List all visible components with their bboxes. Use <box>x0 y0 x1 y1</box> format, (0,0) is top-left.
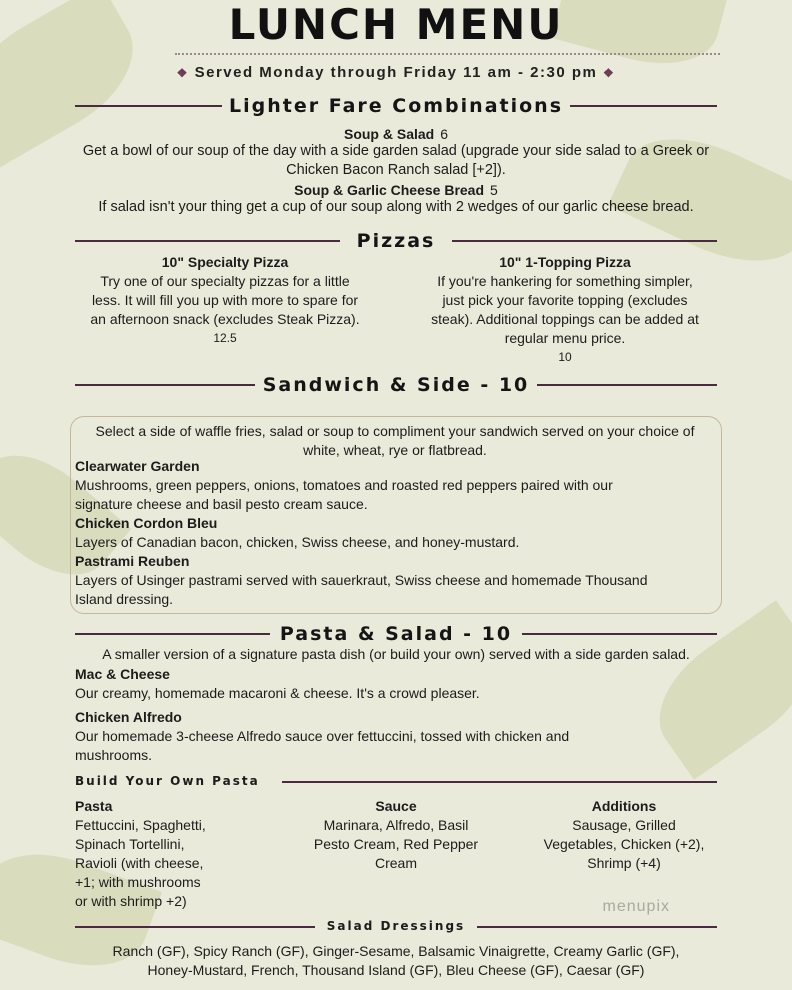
item-name: 10" Specialty Pizza <box>161 254 289 270</box>
item-title <box>0 182 792 198</box>
item-description: less. It will fill you up with more to spare for <box>91 292 359 308</box>
dressing-line: Honey-Mustard, French, Thousand Island (GF), Bleu Cheese (GF), Caesar (GF) <box>147 962 645 978</box>
option-line: Sausage, Grilled <box>572 817 676 833</box>
page-title: LUNCH MENU <box>228 0 564 49</box>
sandwich-list <box>75 457 715 609</box>
build-your-own-heading: Build Your Own Pasta <box>75 774 260 788</box>
option-line: Vegetables, Chicken (+2), <box>543 836 705 852</box>
dressings-list <box>0 942 792 980</box>
item-title <box>0 126 792 142</box>
item-name: Mac & Cheese <box>75 666 170 682</box>
pasta-intro: A smaller version of a signature pasta dish (or build your own) served with a side garden salad. <box>102 646 690 662</box>
diamond-icon: ❖ <box>176 66 189 80</box>
build-sauce-column <box>296 797 496 873</box>
menu-item <box>0 126 792 180</box>
item-description: Try one of our specialty pizzas for a little <box>100 273 350 289</box>
option-line: Shrimp (+4) <box>587 855 661 871</box>
build-additions-column <box>524 797 724 873</box>
item-name: Soup & Salad <box>343 126 435 142</box>
item-description: regular menu price. <box>504 330 626 346</box>
option-line: Fettuccini, Spaghetti, <box>75 817 206 833</box>
item-name: Soup & Garlic Cheese Bread <box>294 182 485 198</box>
section-heading-lighter-fare: Lighter Fare Combinations <box>229 95 563 117</box>
item-price: 12.5 <box>213 331 237 345</box>
option-line: Spinach Tortellini, <box>75 836 185 852</box>
build-pasta-column <box>75 797 275 911</box>
item-description: Chicken Bacon Ranch salad [+2]). <box>286 162 506 178</box>
salad-dressings-heading: Salad Dressings <box>326 919 466 933</box>
dressing-line: Ranch (GF), Spicy Ranch (GF), Ginger-Sesame, Balsamic Vinaigrette, Creamy Garlic (GF), <box>112 943 680 959</box>
column-label: Pasta <box>75 798 113 814</box>
item-description: an afternoon snack (excludes Steak Pizza). <box>90 311 360 327</box>
section-rule <box>282 781 717 783</box>
option-line: or with shrimp +2) <box>75 893 187 909</box>
item-description: Layers of Usinger pastrami served with sauerkraut, Swiss cheese and homemade Thousand <box>75 572 648 588</box>
pasta-item <box>75 708 715 765</box>
item-price: 6 <box>440 126 449 142</box>
item-description: If you're hankering for something simpler, <box>437 273 693 289</box>
column-label: Sauce <box>375 798 417 814</box>
section-heading-pasta: Pasta & Salad - 10 <box>279 623 513 645</box>
item-price: 5 <box>490 182 498 198</box>
column-label: Additions <box>591 798 657 814</box>
watermark: menupix <box>602 898 670 915</box>
option-line: Marinara, Alfredo, Basil <box>323 817 469 833</box>
diamond-icon: ❖ <box>603 66 616 80</box>
item-price: 10 <box>558 350 572 364</box>
item-name: Pastrami Reuben <box>75 553 190 569</box>
option-line: Ravioli (with cheese, <box>75 855 204 871</box>
dotted-divider <box>175 53 720 55</box>
item-description: mushrooms. <box>75 747 153 763</box>
item-description: just pick your favorite topping (excludes <box>442 292 688 308</box>
serving-hours-text: Served Monday through Friday 11 am - 2:30 pm <box>194 64 598 81</box>
item-description: Island dressing. <box>75 591 174 607</box>
item-description: If salad isn't your thing get a cup of our soup along with 2 wedges of our garlic cheese bread. <box>98 199 694 215</box>
option-line: Pesto Cream, Red Pepper <box>313 836 479 852</box>
intro-line: white, wheat, rye or flatbread. <box>303 442 487 458</box>
menu-item <box>0 182 792 217</box>
serving-hours <box>0 64 792 81</box>
intro-line: Select a side of waffle fries, salad or soup to compliment your sandwich served on your choice of <box>95 423 695 439</box>
option-line: Cream <box>374 855 417 871</box>
item-name: 10" 1-Topping Pizza <box>499 254 631 270</box>
pizza-specialty <box>75 253 375 348</box>
pizza-one-topping <box>415 253 715 367</box>
item-description: signature cheese and basil pesto cream sauce. <box>75 496 368 512</box>
section-heading-sandwich: Sandwich & Side - 10 <box>262 374 530 396</box>
sandwich-intro <box>70 422 720 460</box>
item-description: Mushrooms, green peppers, onions, tomatoes and roasted red peppers paired with our <box>75 477 613 493</box>
item-name: Chicken Cordon Bleu <box>75 515 218 531</box>
item-name: Clearwater Garden <box>75 458 200 474</box>
item-description: Our creamy, homemade macaroni & cheese. It's a crowd pleaser. <box>75 685 480 701</box>
item-description: Get a bowl of our soup of the day with a side garden salad (upgrade your side salad to a Greek or <box>82 143 710 159</box>
section-heading-pizzas: Pizzas <box>356 230 436 252</box>
item-description: Layers of Canadian bacon, chicken, Swiss cheese, and honey-mustard. <box>75 534 520 550</box>
item-description: steak). Additional toppings can be added at <box>431 311 699 327</box>
item-description: Our homemade 3-cheese Alfredo sauce over fettuccini, tossed with chicken and <box>75 728 570 744</box>
item-name: Chicken Alfredo <box>75 709 182 725</box>
option-line: +1; with mushrooms <box>75 874 201 890</box>
pasta-item <box>75 665 715 703</box>
